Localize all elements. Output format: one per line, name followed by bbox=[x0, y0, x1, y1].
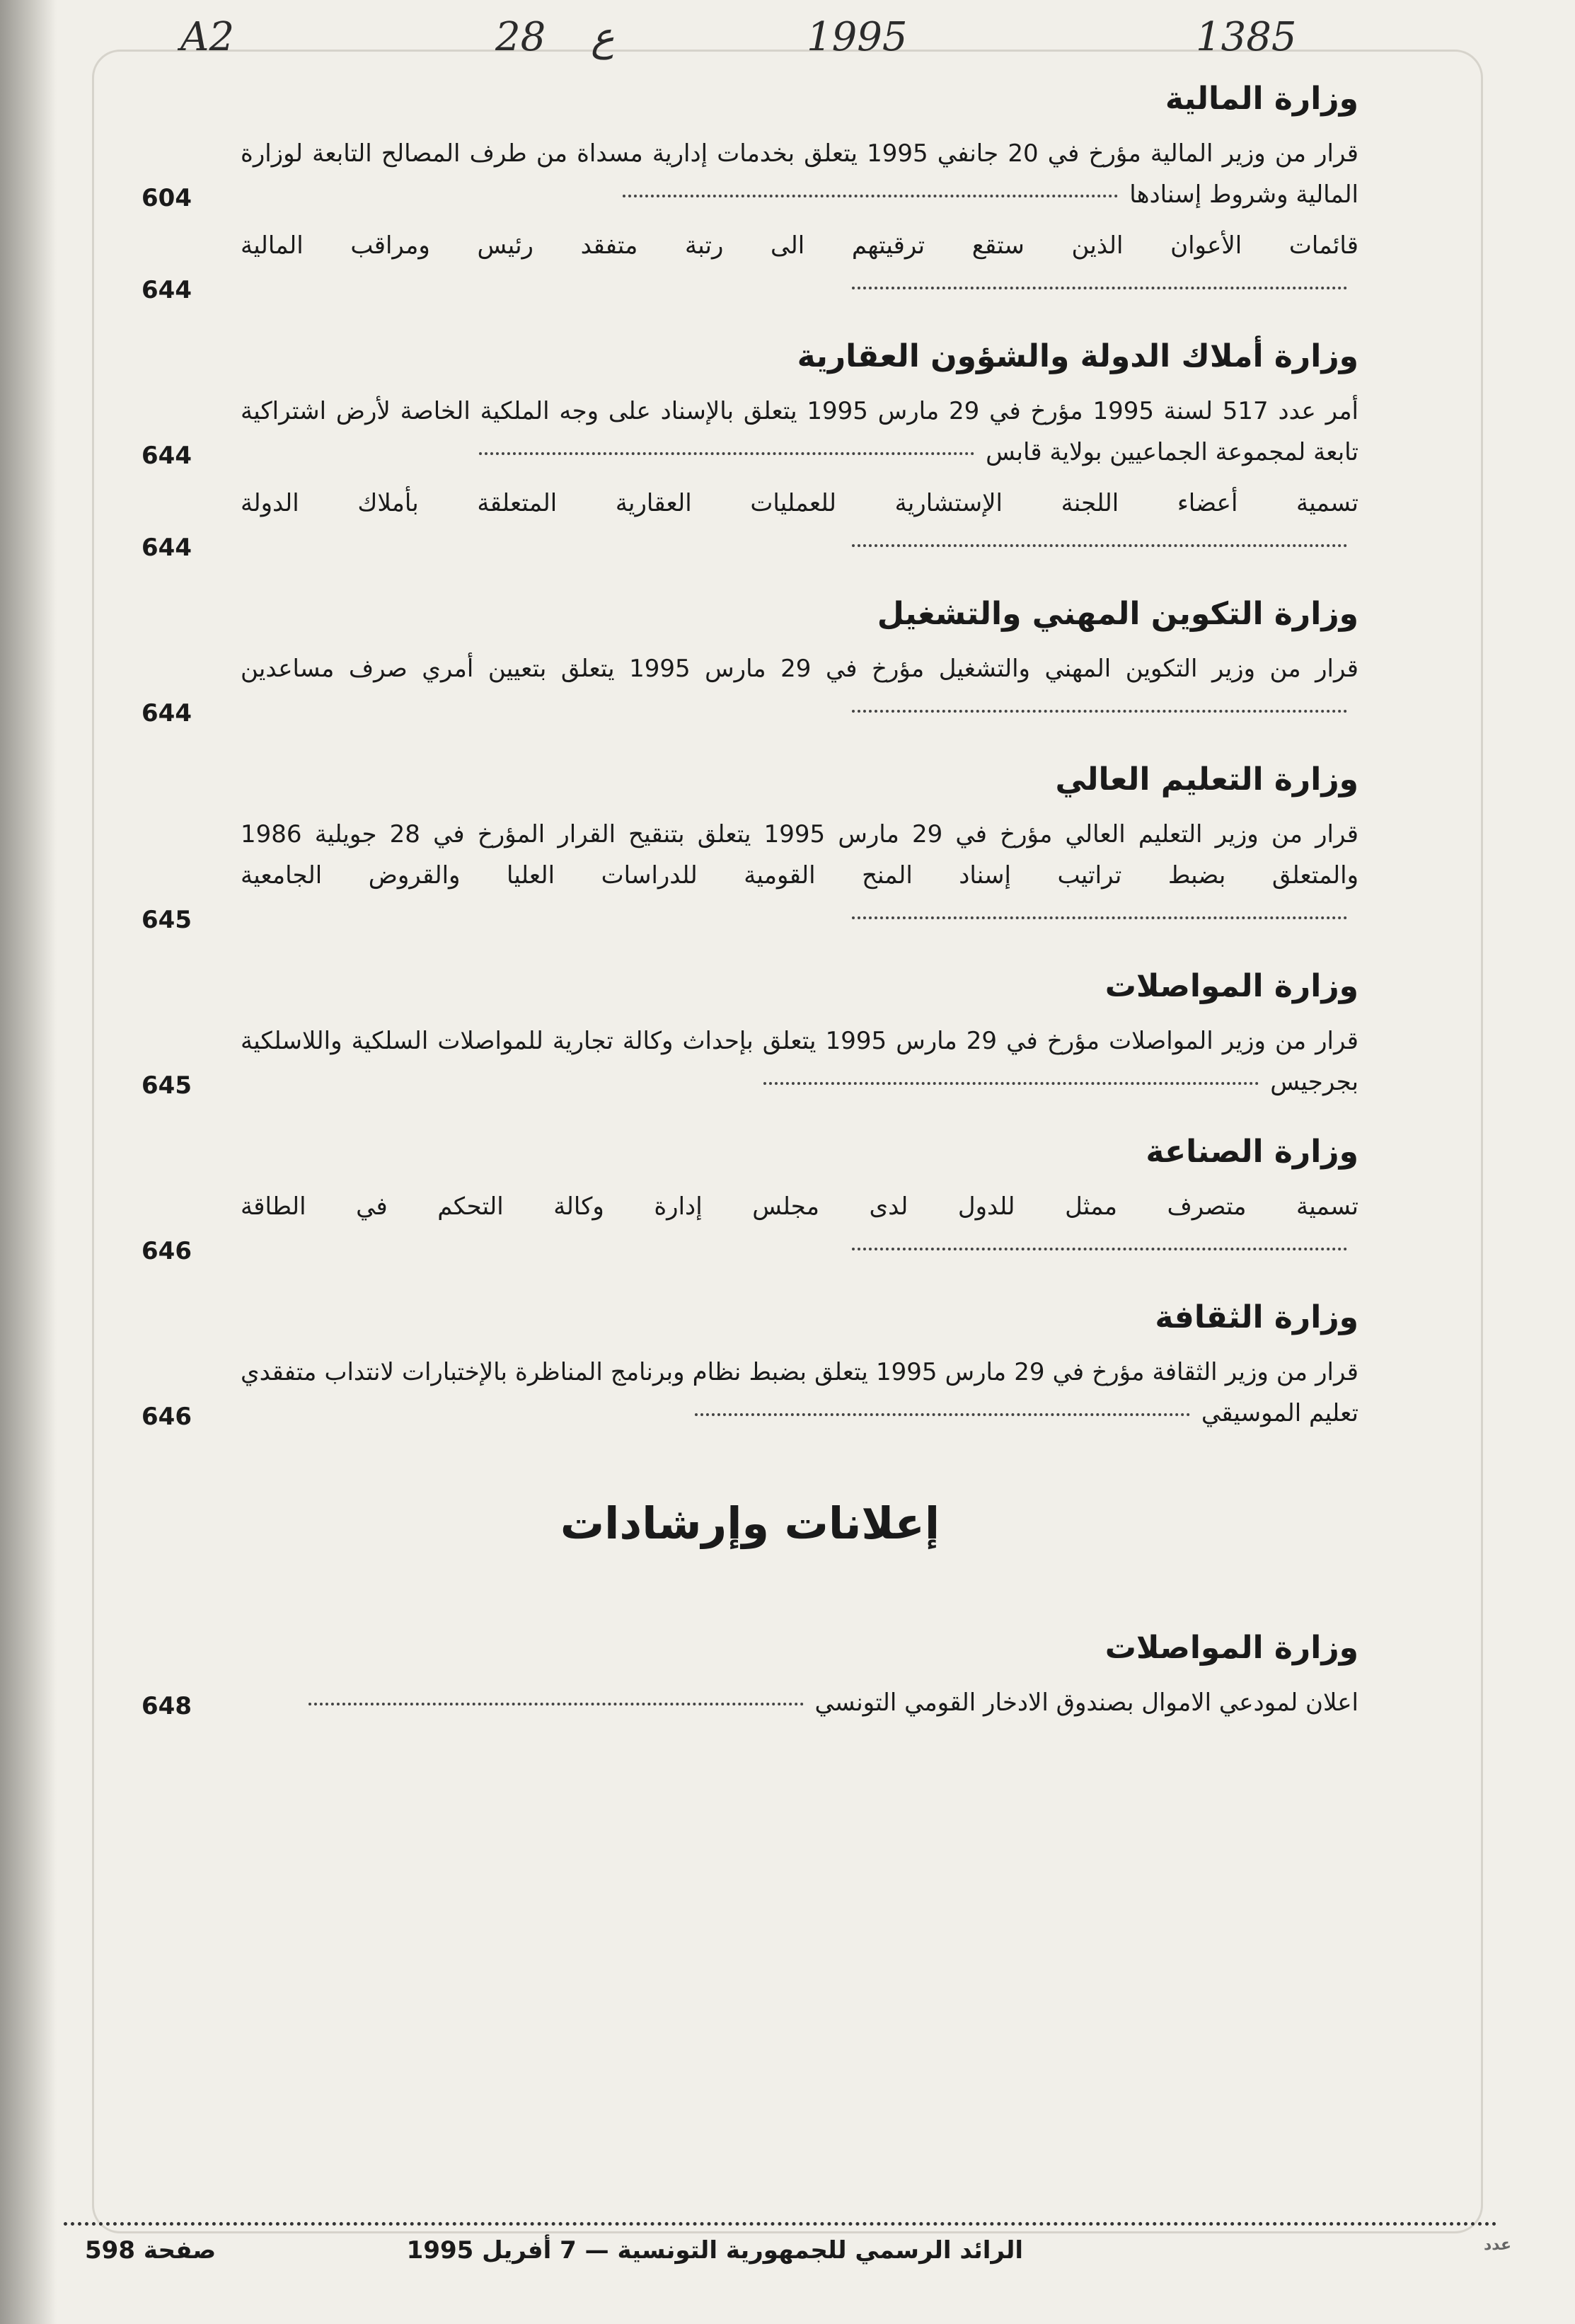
toc-entry bbox=[142, 133, 1358, 215]
entry-page-number: 644 bbox=[142, 534, 192, 562]
edge-mark: عدد bbox=[1483, 2236, 1511, 2254]
leader-dots bbox=[852, 287, 1347, 289]
toc-entry bbox=[142, 1682, 1358, 1723]
entry-text: تسمية أعضاء اللجنة الإستشارية للعمليات العقارية المتعلقة بأملاك الدولة bbox=[241, 489, 1358, 517]
handwritten-mark: ع bbox=[591, 14, 615, 60]
entry-page-number: 645 bbox=[142, 1071, 192, 1100]
leader-dots bbox=[852, 710, 1347, 713]
leader-dots bbox=[623, 195, 1118, 197]
entry-page-number: 604 bbox=[142, 184, 192, 212]
section-title: وزارة التعليم العالي bbox=[1055, 761, 1358, 798]
entry-text: قائمات الأعوان الذين ستقع ترقيتهم الى رتبة متفقد رئيس ومراقب المالية bbox=[241, 231, 1358, 260]
page-footer bbox=[85, 2229, 1511, 2279]
toc-entry bbox=[142, 391, 1358, 473]
handwritten-mark: 28 bbox=[495, 14, 546, 60]
entry-page-number: 645 bbox=[142, 906, 192, 934]
entry-page-number: 646 bbox=[142, 1237, 192, 1265]
journal-title: الرائد الرسمي للجمهورية التونسية — 7 أفريل 1995 bbox=[406, 2236, 1023, 2265]
toc-section bbox=[142, 965, 1358, 1103]
table-of-contents bbox=[142, 78, 1358, 1733]
handwritten-mark: 1385 bbox=[1196, 14, 1297, 60]
entry-text: أمر عدد 517 لسنة 1995 مؤرخ في 29 مارس 1995 يتعلق بالإسناد على وجه الملكية الخاصة لأرض اشتراكية تابعة لمجموعة الجماعيين بولاية قابس bbox=[241, 397, 1358, 466]
leader-dots bbox=[308, 1703, 804, 1705]
announcements-heading: إعلانات وإرشادات bbox=[560, 1497, 940, 1549]
toc-section bbox=[142, 593, 1358, 730]
section-title: وزارة التكوين المهني والتشغيل bbox=[877, 596, 1358, 632]
leader-dots bbox=[852, 544, 1347, 547]
toc-section bbox=[142, 335, 1358, 565]
entry-text: قرار من وزير التعليم العالي مؤرخ في 29 مارس 1995 يتعلق بتنقيح القرار المؤرخ في 28 جويلية 1986 والمتعلق بضبط تراتيب إسناد المنح القومية للدراسات العليا والقروض الجامعية bbox=[241, 820, 1359, 890]
handwritten-mark: A2 bbox=[180, 14, 235, 60]
section-title: وزارة المواصلات bbox=[1104, 968, 1358, 1004]
section-title: وزارة المالية bbox=[1165, 81, 1358, 117]
toc-entry bbox=[142, 1352, 1358, 1434]
toc-section bbox=[142, 759, 1358, 937]
leader-dots bbox=[479, 452, 974, 455]
toc-section bbox=[142, 78, 1358, 307]
toc-section bbox=[142, 1131, 1358, 1268]
section-title: وزارة المواصلات bbox=[1104, 1630, 1358, 1666]
entry-text: قرار من وزير الثقافة مؤرخ في 29 مارس 1995 يتعلق بضبط نظام وبرنامج المناظرة بالإختبارات لانتداب متفقدي تعليم الموسيقي bbox=[241, 1358, 1358, 1427]
toc-entry bbox=[142, 1020, 1358, 1103]
toc-section bbox=[142, 1627, 1358, 1723]
toc-entry bbox=[142, 814, 1358, 937]
leader-dots bbox=[852, 1248, 1347, 1250]
entry-text: تسمية متصرف ممثل للدول لدى مجلس إدارة وكالة التحكم في الطاقة bbox=[241, 1192, 1358, 1221]
toc-entry bbox=[142, 1186, 1358, 1268]
section-title: وزارة الثقافة bbox=[1155, 1299, 1358, 1335]
entry-text: قرار من وزير المالية مؤرخ في 20 جانفي 1995 يتعلق بخدمات إدارية مسداة من طرف المصالح التابعة لوزارة المالية وشروط إسنادها bbox=[241, 139, 1358, 209]
footer-divider bbox=[64, 2222, 1497, 2226]
entry-page-number: 644 bbox=[142, 442, 192, 470]
entry-page-number: 646 bbox=[142, 1403, 192, 1431]
section-title: وزارة الصناعة bbox=[1146, 1134, 1358, 1170]
handwritten-mark: 1995 bbox=[807, 14, 908, 60]
toc-entry bbox=[142, 483, 1358, 565]
leader-dots bbox=[695, 1413, 1190, 1416]
entry-text: قرار من وزير المواصلات مؤرخ في 29 مارس 1995 يتعلق بإحداث وكالة تجارية للمواصلات السلكية واللاسلكية بجرجيس bbox=[241, 1027, 1359, 1096]
page-number-label: صفحة 598 bbox=[85, 2236, 217, 2265]
scan-edge-shadow bbox=[0, 0, 57, 2324]
section-title: وزارة أملاك الدولة والشؤون العقارية bbox=[797, 338, 1358, 374]
toc-entry bbox=[142, 648, 1358, 730]
entry-page-number: 644 bbox=[142, 276, 192, 304]
entry-page-number: 644 bbox=[142, 699, 192, 727]
toc-entry bbox=[142, 225, 1358, 307]
leader-dots bbox=[852, 916, 1347, 919]
toc-section bbox=[142, 1296, 1358, 1434]
entry-text: اعلان لمودعي الاموال بصندوق الادخار القومي التونسي bbox=[814, 1689, 1358, 1717]
entry-page-number: 648 bbox=[142, 1692, 192, 1720]
entry-text: قرار من وزير التكوين المهني والتشغيل مؤرخ في 29 مارس 1995 يتعلق بتعيين أمري صرف مساعدين bbox=[241, 655, 1359, 683]
leader-dots bbox=[763, 1082, 1259, 1085]
